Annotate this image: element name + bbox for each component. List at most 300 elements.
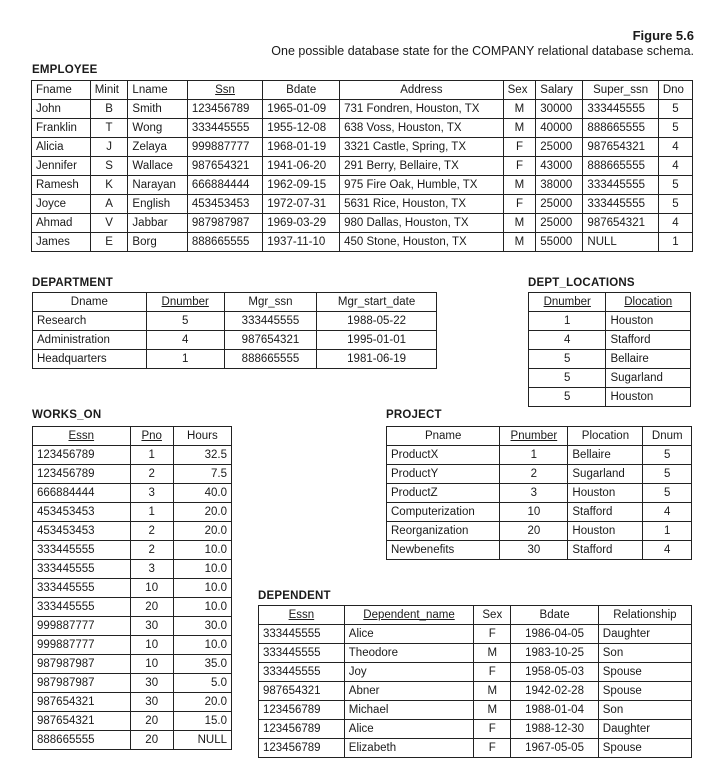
table-cell: 1 — [130, 503, 173, 522]
column-header — [128, 81, 187, 100]
table-cell: F — [503, 157, 536, 176]
table-cell: 987987987 — [33, 655, 131, 674]
table-row — [33, 484, 232, 503]
table-cell: 3 — [500, 484, 568, 503]
table-cell: 2 — [130, 522, 173, 541]
column-label: Dependent_name — [363, 609, 455, 621]
table-cell: Spouse — [598, 739, 691, 758]
table-cell: 1 — [146, 350, 224, 369]
column-label: Bdate — [286, 84, 317, 96]
table-row — [33, 674, 232, 693]
table-cell: Alicia — [32, 138, 91, 157]
column-header — [474, 606, 511, 625]
table-cell: ProductY — [387, 465, 500, 484]
table-cell: Elizabeth — [344, 739, 473, 758]
table-cell: Sugarland — [568, 465, 643, 484]
table-cell: 1 — [500, 446, 568, 465]
table-cell: 1 — [658, 233, 692, 252]
table-row — [33, 350, 437, 369]
table-cell: M — [474, 701, 511, 720]
table-row — [33, 617, 232, 636]
column-label: Mgr_ssn — [248, 296, 293, 308]
table-cell: 25000 — [536, 195, 583, 214]
table-cell: Zelaya — [128, 138, 187, 157]
table-cell: 5 — [658, 195, 692, 214]
table-cell: Reorganization — [387, 522, 500, 541]
table-row — [32, 157, 693, 176]
table-row — [33, 312, 437, 331]
column-label: Salary — [540, 84, 573, 96]
table-cell: 987654321 — [259, 682, 345, 701]
table-cell: F — [474, 720, 511, 739]
table-row — [529, 388, 691, 407]
project-title: PROJECT — [386, 409, 442, 421]
table-cell: Spouse — [598, 682, 691, 701]
table-cell: Houston — [606, 388, 691, 407]
column-header — [500, 427, 568, 446]
table-cell: 1937-11-10 — [263, 233, 340, 252]
column-header — [173, 427, 231, 446]
table-cell: V — [90, 214, 128, 233]
table-cell: F — [474, 625, 511, 644]
table-cell: 30000 — [536, 100, 583, 119]
column-label: Dnumber — [161, 296, 209, 308]
table-cell: 888665555 — [187, 233, 262, 252]
table-cell: 5.0 — [173, 674, 231, 693]
column-label: Pnumber — [510, 430, 558, 442]
table-cell: Headquarters — [33, 350, 147, 369]
table-cell: Borg — [128, 233, 187, 252]
table-cell: Newbenefits — [387, 541, 500, 560]
table-cell: Narayan — [128, 176, 187, 195]
table-cell: 453453453 — [33, 522, 131, 541]
table-cell: 20.0 — [173, 503, 231, 522]
table-cell: Michael — [344, 701, 473, 720]
table-cell: 2 — [500, 465, 568, 484]
table-cell: 5 — [529, 388, 606, 407]
header-row — [33, 293, 437, 312]
table-cell: 4 — [146, 331, 224, 350]
table-cell: 1981-06-19 — [317, 350, 437, 369]
table-cell: 5 — [643, 484, 692, 503]
table-cell: 999887777 — [33, 617, 131, 636]
table-row — [32, 176, 693, 195]
table-cell: Ahmad — [32, 214, 91, 233]
column-header — [90, 81, 128, 100]
table-cell: M — [503, 233, 536, 252]
works-on-table — [32, 426, 232, 750]
table-cell: 888665555 — [583, 157, 658, 176]
table-cell: 666884444 — [187, 176, 262, 195]
column-label: Dnumber — [543, 296, 591, 308]
table-row — [33, 522, 232, 541]
table-cell: Daughter — [598, 720, 691, 739]
table-cell: 1969-03-29 — [263, 214, 340, 233]
table-cell: 1958-05-03 — [511, 663, 598, 682]
table-cell: B — [90, 100, 128, 119]
table-cell: 10 — [500, 503, 568, 522]
table-cell: 4 — [643, 503, 692, 522]
table-cell: 10.0 — [173, 598, 231, 617]
table-cell: 20 — [130, 731, 173, 750]
table-cell: 333445555 — [583, 195, 658, 214]
table-cell: 333445555 — [583, 100, 658, 119]
table-cell: Smith — [128, 100, 187, 119]
column-label: Fname — [36, 84, 72, 96]
column-header — [529, 293, 606, 312]
table-cell: 35.0 — [173, 655, 231, 674]
table-cell: 20 — [130, 712, 173, 731]
figure-number: Figure 5.6 — [632, 28, 694, 43]
column-header — [658, 81, 692, 100]
table-row — [32, 138, 693, 157]
header-row — [387, 427, 692, 446]
table-cell: 7.5 — [173, 465, 231, 484]
column-label: Ssn — [215, 84, 235, 96]
table-cell: 2 — [130, 465, 173, 484]
table-cell: 40.0 — [173, 484, 231, 503]
table-cell: 987654321 — [583, 214, 658, 233]
table-row — [529, 369, 691, 388]
table-cell: 1967-05-05 — [511, 739, 598, 758]
table-cell: Daughter — [598, 625, 691, 644]
table-row — [529, 331, 691, 350]
table-cell: 333445555 — [187, 119, 262, 138]
table-row — [33, 598, 232, 617]
table-row — [33, 712, 232, 731]
column-header — [606, 293, 691, 312]
employee-table — [31, 80, 693, 252]
table-cell: Sugarland — [606, 369, 691, 388]
table-cell: 5631 Rice, Houston, TX — [340, 195, 504, 214]
column-label: Address — [400, 84, 443, 96]
table-row — [33, 446, 232, 465]
table-cell: J — [90, 138, 128, 157]
table-cell: 20 — [130, 598, 173, 617]
table-cell: 291 Berry, Bellaire, TX — [340, 157, 504, 176]
table-cell: 5 — [658, 176, 692, 195]
column-label: Dlocation — [624, 296, 673, 308]
table-row — [387, 446, 692, 465]
table-cell: F — [503, 195, 536, 214]
table-row — [33, 579, 232, 598]
column-label: Dno — [662, 84, 684, 96]
dept-locations-title: DEPT_LOCATIONS — [528, 277, 635, 289]
table-cell: Stafford — [606, 331, 691, 350]
table-cell: 1983-10-25 — [511, 644, 598, 663]
table-cell: 30 — [130, 693, 173, 712]
column-header — [224, 293, 316, 312]
table-cell: Alice — [344, 625, 473, 644]
table-cell: 30.0 — [173, 617, 231, 636]
table-row — [259, 701, 692, 720]
column-label: Dname — [70, 296, 108, 308]
table-cell: Jabbar — [128, 214, 187, 233]
table-row — [33, 541, 232, 560]
table-row — [32, 100, 693, 119]
table-cell: Administration — [33, 331, 147, 350]
table-cell: 123456789 — [259, 701, 345, 720]
table-cell: M — [503, 176, 536, 195]
table-cell: F — [474, 663, 511, 682]
table-cell: 43000 — [536, 157, 583, 176]
table-cell: Son — [598, 701, 691, 720]
table-cell: 4 — [643, 541, 692, 560]
table-cell: Spouse — [598, 663, 691, 682]
table-cell: James — [32, 233, 91, 252]
column-header — [536, 81, 583, 100]
table-cell: 5 — [643, 465, 692, 484]
header-row — [33, 427, 232, 446]
table-cell: 999887777 — [187, 138, 262, 157]
table-cell: M — [503, 119, 536, 138]
table-cell: 25000 — [536, 138, 583, 157]
table-cell: T — [90, 119, 128, 138]
table-cell: 1 — [130, 446, 173, 465]
table-row — [529, 350, 691, 369]
table-cell: 453453453 — [33, 503, 131, 522]
table-cell: M — [503, 214, 536, 233]
department-title: DEPARTMENT — [32, 277, 114, 289]
table-cell: 55000 — [536, 233, 583, 252]
column-header — [130, 427, 173, 446]
column-label: Minit — [94, 84, 119, 96]
table-cell: 25000 — [536, 214, 583, 233]
table-cell: 333445555 — [33, 598, 131, 617]
table-cell: 333445555 — [224, 312, 316, 331]
column-label: Relationship — [613, 609, 677, 621]
table-cell: 333445555 — [583, 176, 658, 195]
column-header — [387, 427, 500, 446]
table-cell: E — [90, 233, 128, 252]
table-cell: 40000 — [536, 119, 583, 138]
column-header — [263, 81, 340, 100]
table-cell: 888665555 — [224, 350, 316, 369]
table-cell: 1941-06-20 — [263, 157, 340, 176]
table-cell: 5 — [529, 350, 606, 369]
column-header — [344, 606, 473, 625]
table-cell: 3321 Castle, Spring, TX — [340, 138, 504, 157]
column-label: Sex — [507, 84, 528, 96]
column-label: Lname — [132, 84, 168, 96]
table-cell: 123456789 — [259, 739, 345, 758]
table-cell: 20 — [500, 522, 568, 541]
table-cell: 450 Stone, Houston, TX — [340, 233, 504, 252]
works-on-title: WORKS_ON — [32, 409, 102, 421]
column-header — [259, 606, 345, 625]
table-cell: 987654321 — [583, 138, 658, 157]
table-cell: Theodore — [344, 644, 473, 663]
table-cell: 1962-09-15 — [263, 176, 340, 195]
table-row — [387, 541, 692, 560]
table-cell: ProductZ — [387, 484, 500, 503]
table-cell: 5 — [658, 119, 692, 138]
table-cell: John — [32, 100, 91, 119]
column-header — [511, 606, 598, 625]
table-cell: Joyce — [32, 195, 91, 214]
table-row — [529, 312, 691, 331]
table-cell: 888665555 — [583, 119, 658, 138]
table-cell: Stafford — [568, 541, 643, 560]
table-cell: 1972-07-31 — [263, 195, 340, 214]
column-label: Sex — [482, 609, 503, 621]
dependent-table — [258, 605, 692, 758]
table-cell: Houston — [568, 522, 643, 541]
header-row — [259, 606, 692, 625]
table-cell: M — [503, 100, 536, 119]
dependent-title: DEPENDENT — [258, 590, 331, 602]
column-label: Plocation — [581, 430, 630, 442]
table-cell: 10 — [130, 636, 173, 655]
table-cell: 10 — [130, 579, 173, 598]
table-cell: 4 — [658, 214, 692, 233]
column-header — [187, 81, 262, 100]
table-cell: 5 — [658, 100, 692, 119]
table-cell: NULL — [583, 233, 658, 252]
table-cell: 1 — [529, 312, 606, 331]
column-label: Dnum — [651, 430, 683, 442]
table-row — [259, 739, 692, 758]
column-header — [33, 427, 131, 446]
table-cell: 123456789 — [259, 720, 345, 739]
table-cell: 888665555 — [33, 731, 131, 750]
table-row — [33, 731, 232, 750]
table-cell: 30 — [130, 674, 173, 693]
table-cell: Bellaire — [606, 350, 691, 369]
table-cell: 3 — [130, 560, 173, 579]
table-cell: 1968-01-19 — [263, 138, 340, 157]
table-cell: Son — [598, 644, 691, 663]
table-cell: Research — [33, 312, 147, 331]
column-header — [340, 81, 504, 100]
column-header — [317, 293, 437, 312]
table-row — [387, 503, 692, 522]
table-cell: 333445555 — [259, 644, 345, 663]
column-label: Pname — [424, 430, 462, 442]
table-cell: 30 — [130, 617, 173, 636]
table-cell: 1988-01-04 — [511, 701, 598, 720]
table-row — [259, 625, 692, 644]
table-cell: 333445555 — [259, 625, 345, 644]
column-header — [146, 293, 224, 312]
table-row — [387, 484, 692, 503]
table-cell: S — [90, 157, 128, 176]
employee-title: EMPLOYEE — [32, 64, 98, 76]
table-cell: 30 — [500, 541, 568, 560]
table-cell: Wong — [128, 119, 187, 138]
table-row — [33, 465, 232, 484]
table-cell: 123456789 — [187, 100, 262, 119]
column-label: Essn — [288, 609, 315, 621]
table-cell: A — [90, 195, 128, 214]
table-cell: 10.0 — [173, 541, 231, 560]
table-cell: 20.0 — [173, 693, 231, 712]
table-cell: 10 — [130, 655, 173, 674]
table-cell: K — [90, 176, 128, 195]
table-cell: 987654321 — [187, 157, 262, 176]
table-cell: 10.0 — [173, 560, 231, 579]
table-cell: 638 Voss, Houston, TX — [340, 119, 504, 138]
table-cell: 2 — [130, 541, 173, 560]
table-row — [259, 663, 692, 682]
table-cell: 453453453 — [187, 195, 262, 214]
table-cell: 987987987 — [187, 214, 262, 233]
table-row — [33, 331, 437, 350]
table-cell: Alice — [344, 720, 473, 739]
table-cell: 1965-01-09 — [263, 100, 340, 119]
column-header — [643, 427, 692, 446]
table-row — [259, 644, 692, 663]
table-cell: Jennifer — [32, 157, 91, 176]
table-row — [33, 560, 232, 579]
table-cell: 1988-12-30 — [511, 720, 598, 739]
table-cell: Stafford — [568, 503, 643, 522]
table-cell: Joy — [344, 663, 473, 682]
table-cell: 1986-04-05 — [511, 625, 598, 644]
table-cell: 333445555 — [259, 663, 345, 682]
table-cell: 1995-01-01 — [317, 331, 437, 350]
column-header — [598, 606, 691, 625]
table-cell: NULL — [173, 731, 231, 750]
table-row — [32, 195, 693, 214]
column-label: Essn — [68, 430, 95, 442]
table-cell: 333445555 — [33, 541, 131, 560]
table-row — [259, 720, 692, 739]
table-cell: 987654321 — [33, 712, 131, 731]
table-cell: 3 — [130, 484, 173, 503]
table-cell: M — [474, 682, 511, 701]
table-cell: 10.0 — [173, 636, 231, 655]
column-header — [568, 427, 643, 446]
table-cell: 666884444 — [33, 484, 131, 503]
table-cell: 4 — [529, 331, 606, 350]
figure-caption: One possible database state for the COMPANY relational database schema. — [271, 44, 694, 58]
dept-locations-table — [528, 292, 691, 407]
table-cell: Houston — [606, 312, 691, 331]
table-cell: 987654321 — [224, 331, 316, 350]
header-row — [32, 81, 693, 100]
column-label: Pno — [141, 430, 162, 442]
table-row — [33, 655, 232, 674]
table-cell: 1988-05-22 — [317, 312, 437, 331]
table-cell: 999887777 — [33, 636, 131, 655]
table-row — [32, 214, 693, 233]
column-header — [503, 81, 536, 100]
table-cell: 15.0 — [173, 712, 231, 731]
table-cell: Wallace — [128, 157, 187, 176]
table-cell: 1942-02-28 — [511, 682, 598, 701]
column-label: Super_ssn — [593, 84, 649, 96]
table-cell: Ramesh — [32, 176, 91, 195]
table-cell: 987654321 — [33, 693, 131, 712]
table-row — [32, 233, 693, 252]
table-cell: 975 Fire Oak, Humble, TX — [340, 176, 504, 195]
table-row — [33, 636, 232, 655]
table-row — [33, 693, 232, 712]
table-cell: 980 Dallas, Houston, TX — [340, 214, 504, 233]
table-cell: 123456789 — [33, 465, 131, 484]
table-cell: 333445555 — [33, 560, 131, 579]
table-row — [32, 119, 693, 138]
table-cell: Computerization — [387, 503, 500, 522]
table-row — [259, 682, 692, 701]
table-cell: 333445555 — [33, 579, 131, 598]
table-row — [387, 465, 692, 484]
table-cell: Houston — [568, 484, 643, 503]
column-label: Hours — [187, 430, 218, 442]
header-row — [529, 293, 691, 312]
column-header — [32, 81, 91, 100]
